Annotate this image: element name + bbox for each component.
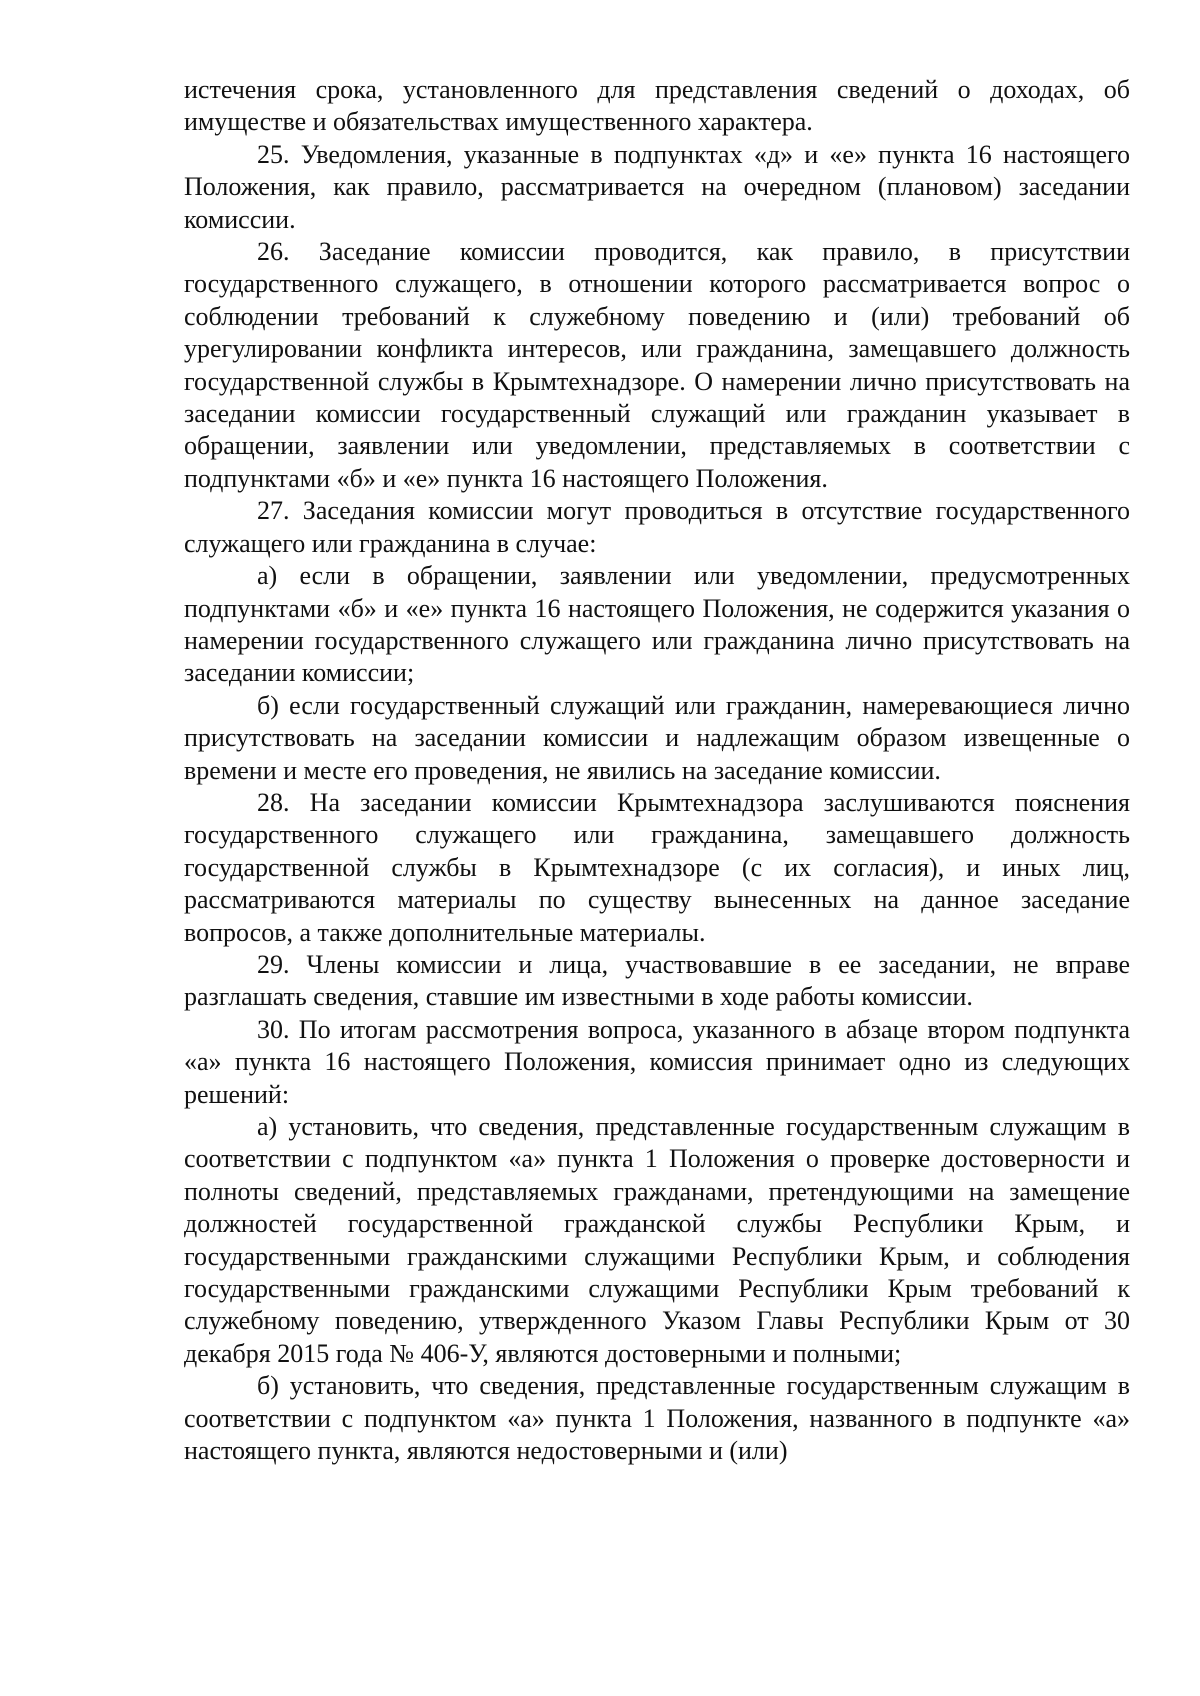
paragraph-27: 27. Заседания комиссии могут проводиться в отсутствие государственного служащего или гражданина в случае: [184,496,1130,558]
paragraph-29: 29. Члены комиссии и лица, участвовавшие в ее заседании, не вправе разглашать сведения, ставшие им известными в ходе работы комиссии. [184,949,1130,1012]
paragraph-26: 26. Заседание комиссии проводится, как правило, в присутствии государственного служащего, в отношении которого рассматривается вопрос о соблюдении требований к служебному поведению и (или) требований об урегулировании конфликта интересов, или гражданина, замещавшего должность государственной службы в Крымтехнадзоре. О намерении лично присутствовать на заседании комиссии государственный служащий или гражданин указывает в обращении, заявлении или уведомлении, представляемых в соответствии с подпунктами «б» и «е» пункта 16 настоящего Положения. [184,237,1130,493]
paragraph-27-a: а) если в обращении, заявлении или уведомлении, предусмотренных подпунктами «б» и «е» пункта 16 настоящего Положения, не содержится указания о намерении государственного служащего или гражданина лично присутствовать на заседании комиссии; [184,561,1130,688]
paragraph-continuation: истечения срока, установленного для представления сведений о доходах, об имуществе и обязательствах имущественного характера. [184,75,1130,137]
paragraph-30-a: а) установить, что сведения, представленные государственным служащим в соответствии с подпунктом «а» пункта 1 Положения о проверке достоверности и полноты сведений, представляемых гражданами, претендующими на замещение должностей государственной гражданской службы Республики Крым, и государственными гражданскими служащими Республики Крым, и соблюдения государственными гражданскими служащими Республики Крым требований к служебному поведению, утвержденного Указом Главы Республики Крым от 30 декабря 2015 года № 406-У, являются достоверными и полными; [184,1112,1130,1368]
paragraph-27-b: б) если государственный служащий или гражданин, намеревающиеся лично присутствовать на заседании комиссии и надлежащим образом извещенные о времени и месте его проведения, не явились на заседание комиссии. [184,690,1130,785]
paragraph-30: 30. По итогам рассмотрения вопроса, указанного в абзаце втором подпункта «а» пункта 16 настоящего Положения, комиссия принимает одно из следующих решений: [184,1014,1130,1109]
document-body [184,74,1130,1467]
paragraph-25: 25. Уведомления, указанные в подпунктах «д» и «е» пункта 16 настоящего Положения, как правило, рассматривается на очередном (плановом) заседании комиссии. [184,139,1130,234]
paragraph-28: 28. На заседании комиссии Крымтехнадзора заслушиваются пояснения государственного служащего или гражданина, замещавшего должность государственной службы в Крымтехнадзоре (с их согласия), и иных лиц, рассматриваются материалы по существу вынесенных на данное заседание вопросов, а также дополнительные материалы. [184,787,1130,947]
paragraph-30-b: б) установить, что сведения, представленные государственным служащим в соответствии с подпунктом «а» пункта 1 Положения, названного в подпункте «а» настоящего пункта, являются недостоверными и (или) [184,1371,1130,1466]
